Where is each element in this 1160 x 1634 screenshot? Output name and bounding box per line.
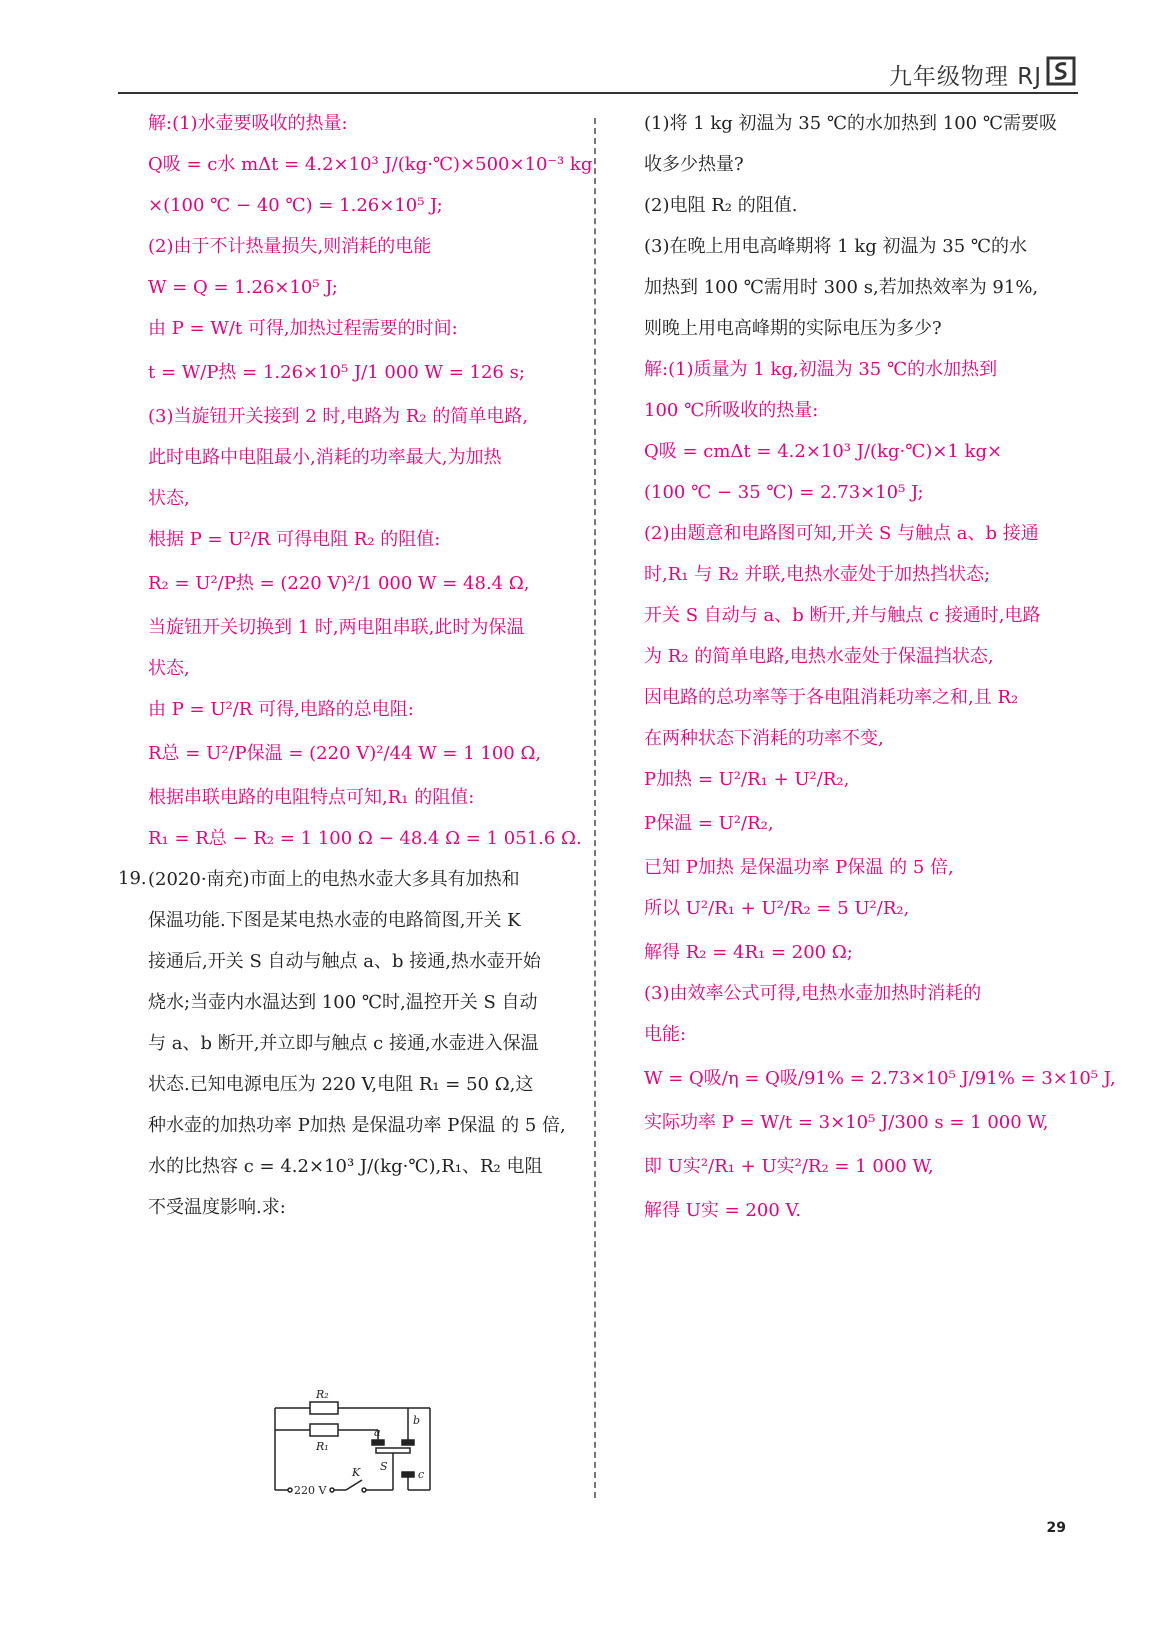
answer-line: (2)由题意和电路图可知,开关 S 与触点 a、b 接通 <box>644 523 1039 544</box>
problem-line: 种水壶的加热功率 P加热 是保温功率 P保温 的 5 倍, <box>148 1115 566 1136</box>
answer-line: 为 R₂ 的简单电路,电热水壶处于保温挡状态, <box>644 646 994 667</box>
answer-line: 由 P = U²/R 可得,电路的总电阻: <box>148 699 414 720</box>
answer-line: Q吸 = cmΔt = 4.2×10³ J/(kg·℃)×1 kg× <box>644 441 1003 462</box>
label-k: K <box>352 1466 361 1479</box>
answer-line: 实际功率 P = W/t = 3×10⁵ J/300 s = 1 000 W, <box>644 1112 1049 1133</box>
answer-line: 时,R₁ 与 R₂ 并联,电热水壶处于加热挡状态; <box>644 564 991 585</box>
label-c: c <box>418 1468 425 1481</box>
answer-line: (2)由于不计热量损失,则消耗的电能 <box>148 236 432 257</box>
answer-line: 根据 P = U²/R 可得电阻 R₂ 的阻值: <box>148 529 441 550</box>
right-column <box>644 112 1116 1240</box>
answer-line: 当旋钮开关切换到 1 时,两电阻串联,此时为保温 <box>148 617 525 638</box>
answer-line: 已知 P加热 是保温功率 P保温 的 5 倍, <box>644 857 954 878</box>
problem-line: (2)电阻 R₂ 的阻值. <box>644 195 798 216</box>
label-r1: R₁ <box>316 1440 329 1453</box>
answer-line: 状态, <box>148 488 190 509</box>
answer-line: 因电路的总功率等于各电阻消耗功率之和,且 R₂ <box>644 687 1019 708</box>
problem-line: 保温功能.下图是某电热水壶的电路简图,开关 K <box>148 910 521 931</box>
answer-line: R₁ = R总 − R₂ = 1 100 Ω − 48.4 Ω = 1 051.6 Ω. <box>148 828 582 849</box>
answer-line: (3)当旋钮开关接到 2 时,电路为 R₂ 的简单电路, <box>148 406 529 427</box>
book-title: 九年级物理 RJ <box>888 64 1042 90</box>
answer-line: 解:(1)质量为 1 kg,初温为 35 ℃的水加热到 <box>644 359 998 380</box>
answer-line: W = Q吸/η = Q吸/91% = 2.73×10⁵ J/91% = 3×10⁵ J, <box>644 1068 1116 1089</box>
label-source: 220 V <box>294 1484 327 1497</box>
problem-line: 不受温度影响.求: <box>148 1197 286 1218</box>
label-r2: R₂ <box>316 1388 329 1401</box>
label-b: b <box>413 1414 421 1427</box>
answer-line: R₂ = U²/P热 = (220 V)²/1 000 W = 48.4 Ω, <box>148 573 530 594</box>
left-column <box>118 112 593 1237</box>
answer-line: ×(100 ℃ − 40 ℃) = 1.26×10⁵ J; <box>148 195 443 216</box>
problem-line: 状态.已知电源电压为 220 V,电阻 R₁ = 50 Ω,这 <box>148 1074 534 1095</box>
answer-line: 电能: <box>644 1024 687 1045</box>
question-number: 19. <box>118 868 147 889</box>
answer-line: 开关 S 自动与 a、b 断开,并与触点 c 接通时,电路 <box>644 605 1041 626</box>
answer-line: W = Q = 1.26×10⁵ J; <box>148 277 338 298</box>
label-s: S <box>380 1460 388 1473</box>
problem-line: 烧水;当壶内水温达到 100 ℃时,温控开关 S 自动 <box>148 992 538 1013</box>
problem-line: (2020·南充)市面上的电热水壶大多具有加热和 <box>148 869 520 890</box>
answer-line: (100 ℃ − 35 ℃) = 2.73×10⁵ J; <box>644 482 924 503</box>
label-a: a <box>374 1426 381 1439</box>
problem-line: 水的比热容 c = 4.2×10³ J/(kg·℃),R₁、R₂ 电阻 <box>148 1156 543 1177</box>
problem-19 <box>118 868 580 1220</box>
problem-line: 接通后,开关 S 自动与触点 a、b 接通,热水壶开始 <box>148 951 541 972</box>
answer-line: 由 P = W/t 可得,加热过程需要的时间: <box>148 318 458 339</box>
answer-line: (3)由效率公式可得,电热水壶加热时消耗的 <box>644 983 982 1004</box>
answer-line: 所以 U²/R₁ + U²/R₂ = 5 U²/R₂, <box>644 898 910 919</box>
answer-line: P加热 = U²/R₁ + U²/R₂, <box>644 769 850 790</box>
answer-line: t = W/P热 = 1.26×10⁵ J/1 000 W = 126 s; <box>148 362 525 383</box>
answer-line: 状态, <box>148 658 190 679</box>
answer-line: 在两种状态下消耗的功率不变, <box>644 728 884 749</box>
column-divider <box>594 118 596 1498</box>
answer-line: P保温 = U²/R₂, <box>644 813 774 834</box>
problem-line: 加热到 100 ℃需用时 300 s,若加热效率为 91%, <box>644 277 1039 298</box>
page-header <box>118 56 1078 94</box>
answer-line: Q吸 = c水 mΔt = 4.2×10³ J/(kg·℃)×500×10⁻³ kg <box>148 154 593 175</box>
answer-line: R总 = U²/P保温 = (220 V)²/44 W = 1 100 Ω, <box>148 743 542 764</box>
page-number: 29 <box>1046 1520 1066 1536</box>
publisher-logo-icon <box>1046 56 1076 90</box>
answer-line: 根据串联电路的电阻特点可知,R₁ 的阻值: <box>148 787 475 808</box>
answer-line: 解得 R₂ = 4R₁ = 200 Ω; <box>644 942 853 963</box>
answer-line: 解:(1)水壶要吸收的热量: <box>148 113 348 134</box>
answer-line: 即 U实²/R₁ + U实²/R₂ = 1 000 W, <box>644 1156 934 1177</box>
problem-line: (3)在晚上用电高峰期将 1 kg 初温为 35 ℃的水 <box>644 236 1028 257</box>
problem-line: 则晚上用电高峰期的实际电压为多少? <box>644 318 942 339</box>
answer-line: 100 ℃所吸收的热量: <box>644 400 819 421</box>
problem-line: 与 a、b 断开,并立即与触点 c 接通,水壶进入保温 <box>148 1033 539 1054</box>
problem-line: 收多少热量? <box>644 154 744 175</box>
answer-line: 此时电路中电阻最小,消耗的功率最大,为加热 <box>148 447 502 468</box>
circuit-diagram <box>270 1378 450 1506</box>
problem-line: (1)将 1 kg 初温为 35 ℃的水加热到 100 ℃需要吸 <box>644 113 1057 134</box>
answer-line: 解得 U实 = 200 V. <box>644 1200 802 1221</box>
